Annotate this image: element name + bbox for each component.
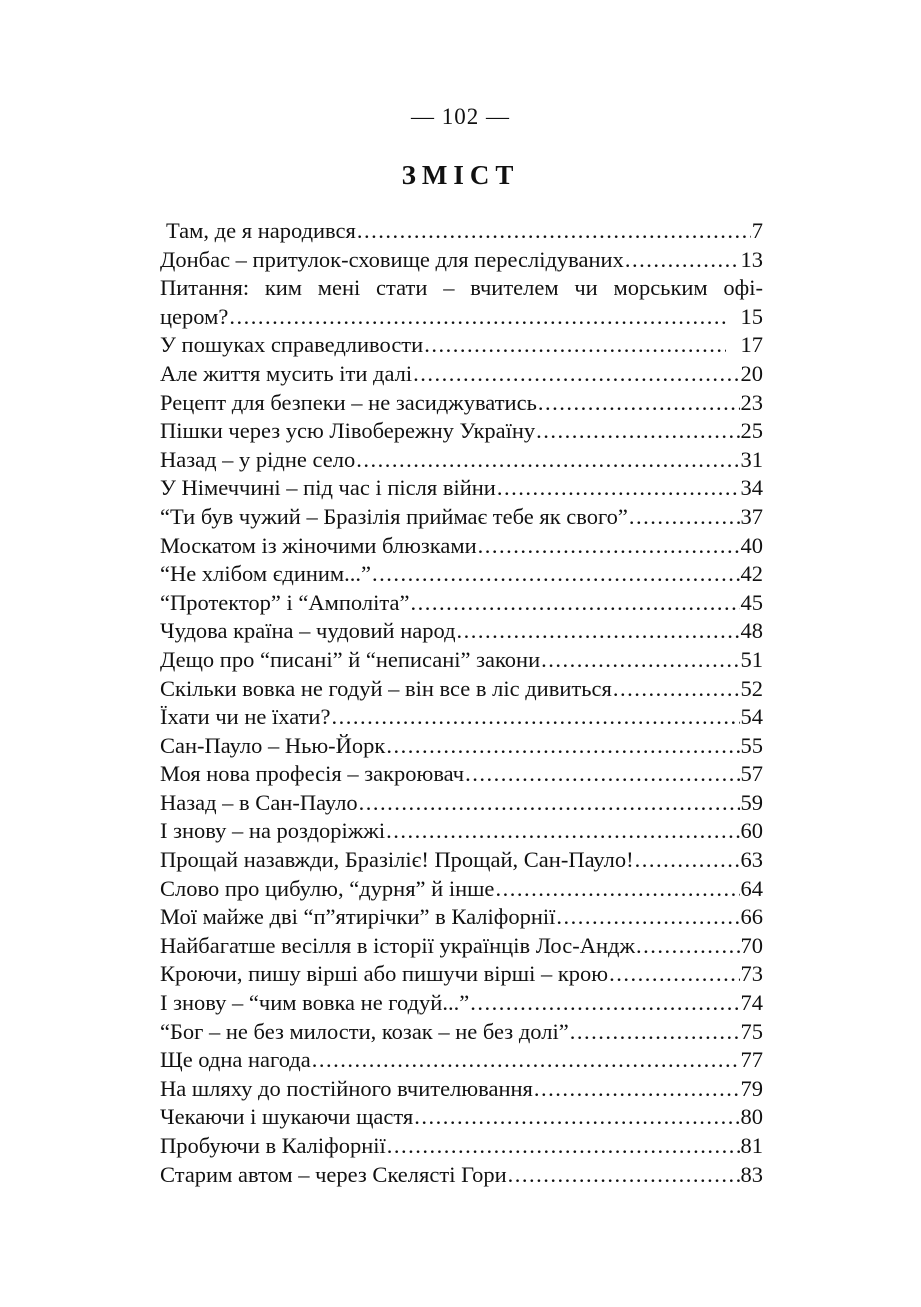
toc-entry — [160, 817, 763, 846]
toc-entry-page: 54 — [740, 704, 763, 730]
toc-leader-dots — [508, 1161, 740, 1190]
toc-entry-page: 34 — [740, 475, 763, 501]
toc-leader-dots — [359, 789, 740, 818]
toc-entry — [160, 589, 763, 618]
toc-leader-dots — [570, 1018, 740, 1047]
toc-entry-page: 70 — [740, 932, 763, 958]
toc-entry-title: Але життя мусить іти далі — [160, 360, 413, 386]
toc-entry-page: 60 — [740, 818, 763, 844]
toc-entry-title: “Бог – не без милости, козак – не без долі” — [160, 1018, 569, 1044]
toc-leader-dots — [495, 875, 739, 904]
toc-entry-title: Назад – у рідне село — [160, 446, 356, 472]
toc-entry-title: У пошуках справедливости — [160, 332, 424, 358]
toc-entry-title: Дещо про “писані” й “неписані” закони — [160, 646, 541, 672]
toc-entry-page: 7 — [751, 218, 763, 243]
toc-entry-page: 81 — [740, 1133, 763, 1158]
toc-leader-dots — [331, 703, 739, 732]
toc-entry-title: Чекаючи і шукаючи щастя — [160, 1104, 414, 1130]
toc-entry-title: І знову – на роздоріжжі — [160, 818, 386, 844]
toc-entry-page: 51 — [740, 646, 763, 672]
toc-entry-page: 52 — [740, 675, 763, 701]
toc-leader-dots — [372, 560, 739, 589]
toc-entry — [160, 903, 763, 932]
toc-entry-title: цером? — [160, 303, 229, 329]
toc-leader-dots — [356, 446, 739, 475]
toc-leader-dots — [625, 246, 740, 275]
toc-entry-page: 25 — [740, 418, 763, 444]
toc-entry — [160, 617, 763, 646]
toc-entry-title: Кроючи, пишу вірші або пишучи вірші – крою — [160, 961, 609, 987]
toc-entry-title: Їхати чи не їхати? — [160, 704, 331, 730]
toc-entry-title: “Ти був чужий – Бразілія приймає тебе як свого” — [160, 503, 628, 529]
toc-entry — [160, 560, 763, 589]
toc-entry — [160, 360, 763, 389]
toc-entry-wrapped-line — [160, 274, 763, 303]
toc-entry-title: Скільки вовка не годуй – він все в ліс дивиться — [160, 675, 612, 701]
table-of-contents — [160, 217, 763, 1189]
toc-entry — [160, 1018, 763, 1047]
toc-entry — [160, 760, 763, 789]
toc-entry-page: 45 — [740, 589, 763, 615]
toc-leader-dots — [635, 846, 740, 875]
toc-leader-dots — [312, 1046, 740, 1075]
toc-entry — [160, 732, 763, 761]
toc-leader-dots — [413, 360, 739, 389]
toc-entry-page: 40 — [740, 532, 763, 558]
toc-entry — [160, 703, 763, 732]
toc-entry-page: 73 — [740, 961, 763, 987]
toc-leader-dots — [629, 503, 740, 532]
toc-entry — [160, 331, 763, 360]
toc-entry-page: 37 — [740, 503, 763, 529]
toc-entry-page: 77 — [740, 1047, 763, 1073]
toc-entry-page: 80 — [740, 1104, 763, 1130]
toc-entry-page: 15 — [740, 303, 763, 329]
toc-leader-dots — [357, 217, 751, 246]
toc-leader-dots — [457, 617, 740, 646]
toc-entry-page: 74 — [740, 990, 763, 1016]
toc-entry — [160, 932, 763, 961]
toc-entry — [160, 1161, 763, 1190]
toc-leader-dots — [386, 817, 739, 846]
toc-entry-title: І знову – “чим вовка не годуй...” — [160, 990, 470, 1016]
toc-entry — [160, 532, 763, 561]
toc-leader-dots — [536, 417, 739, 446]
toc-entry-page: 75 — [740, 1018, 763, 1044]
toc-entry — [160, 1103, 763, 1132]
toc-entry-title: У Німеччині – під час і після війни — [160, 475, 496, 501]
toc-entry — [160, 1046, 763, 1075]
toc-leader-dots — [414, 1103, 739, 1132]
toc-leader-dots — [386, 732, 739, 761]
toc-leader-dots — [556, 903, 739, 932]
toc-entry-page: 79 — [740, 1075, 763, 1101]
toc-entry-page: 57 — [740, 761, 763, 787]
toc-entry-title: Сан-Пауло – Нью-Йорк — [160, 732, 386, 758]
toc-entry-title: Найбагатше весілля в історії українців Лос-Андж — [160, 932, 635, 958]
toc-entry — [160, 417, 763, 446]
toc-entry — [160, 789, 763, 818]
toc-entry-title: Пішки через усю Лівобережну Україну — [160, 418, 536, 444]
toc-entry-title: Там, де я народився — [166, 218, 356, 243]
toc-entry-title: Чудова країна – чудовий народ — [160, 618, 456, 644]
toc-entry-page: 55 — [740, 732, 763, 758]
toc-entry-title: Пробуючи в Каліфорнії — [160, 1133, 386, 1158]
toc-leader-dots — [613, 675, 740, 704]
toc-entry-title: Моя нова професія – закроювач — [160, 761, 465, 787]
toc-entry — [160, 446, 763, 475]
toc-leader-dots — [470, 989, 739, 1018]
toc-entry-title: Донбас – притулок-сховище для переслідуваних — [160, 246, 624, 272]
toc-entry — [160, 646, 763, 675]
toc-title: ЗМІСТ — [401, 160, 520, 190]
toc-entry-page: 23 — [740, 389, 763, 415]
toc-entry-page: 42 — [740, 561, 763, 587]
toc-entry — [160, 503, 763, 532]
toc-entry-page: 66 — [740, 904, 763, 930]
toc-entry — [160, 1075, 763, 1104]
toc-entry — [160, 303, 763, 332]
toc-leader-dots — [636, 932, 740, 961]
toc-leader-dots — [410, 589, 739, 618]
toc-entry — [160, 960, 763, 989]
toc-leader-dots — [534, 1075, 740, 1104]
toc-entry-title: Слово про цибулю, “дурня” й інше — [160, 875, 495, 901]
toc-entry-title: Ще одна нагода — [160, 1047, 311, 1073]
toc-entry-page: 20 — [740, 360, 763, 386]
toc-entry-title: Прощай назавжди, Бразіліє! Прощай, Сан-Пауло! — [160, 847, 634, 873]
toc-entry-title: Старим автом – через Скелясті Гори — [160, 1161, 507, 1187]
toc-entry — [160, 246, 763, 275]
page-number: — 102 — — [411, 104, 510, 129]
toc-entry — [160, 675, 763, 704]
toc-entry-page: 64 — [740, 875, 763, 901]
toc-entry-page: 31 — [740, 446, 763, 472]
toc-entry-title: Мої майже дві “п”ятирічки” в Каліфорнії — [160, 904, 556, 930]
toc-entry-page: 13 — [740, 246, 763, 272]
toc-entry-title: Москатом із жіночими блюзками — [160, 532, 477, 558]
toc-leader-dots — [541, 646, 739, 675]
toc-entry-page: 48 — [740, 618, 763, 644]
toc-entry-title: На шляху до постійного вчителювання — [160, 1075, 533, 1101]
toc-entry-page: 17 — [740, 332, 763, 358]
toc-entry-page: 63 — [740, 847, 763, 873]
toc-entry-title-line1: Питання: ким мені стати – вчителем чи морським офі- — [160, 275, 763, 301]
toc-entry-title: Назад – в Сан-Пауло — [160, 789, 358, 815]
toc-leader-dots — [609, 960, 739, 989]
toc-leader-dots — [478, 532, 740, 561]
toc-leader-dots — [229, 303, 725, 332]
toc-leader-dots — [538, 389, 740, 418]
toc-leader-dots — [497, 474, 740, 503]
toc-entry-page: 83 — [740, 1161, 763, 1187]
toc-entry-page: 59 — [740, 789, 763, 815]
toc-leader-dots — [387, 1132, 740, 1161]
toc-entry — [160, 474, 763, 503]
toc-entry — [160, 875, 763, 904]
toc-entry — [160, 989, 763, 1018]
toc-entry — [160, 389, 763, 418]
toc-leader-dots — [465, 760, 739, 789]
toc-entry — [160, 1132, 763, 1161]
toc-entry-title: “Протектор” і “Амполіта” — [160, 589, 410, 615]
toc-entry — [160, 846, 763, 875]
toc-entry-title: “Не хлібом єдиним...” — [160, 561, 372, 587]
toc-entry — [160, 217, 763, 246]
toc-entry-title: Рецепт для безпеки – не засиджуватись — [160, 389, 537, 415]
toc-leader-dots — [424, 331, 725, 360]
